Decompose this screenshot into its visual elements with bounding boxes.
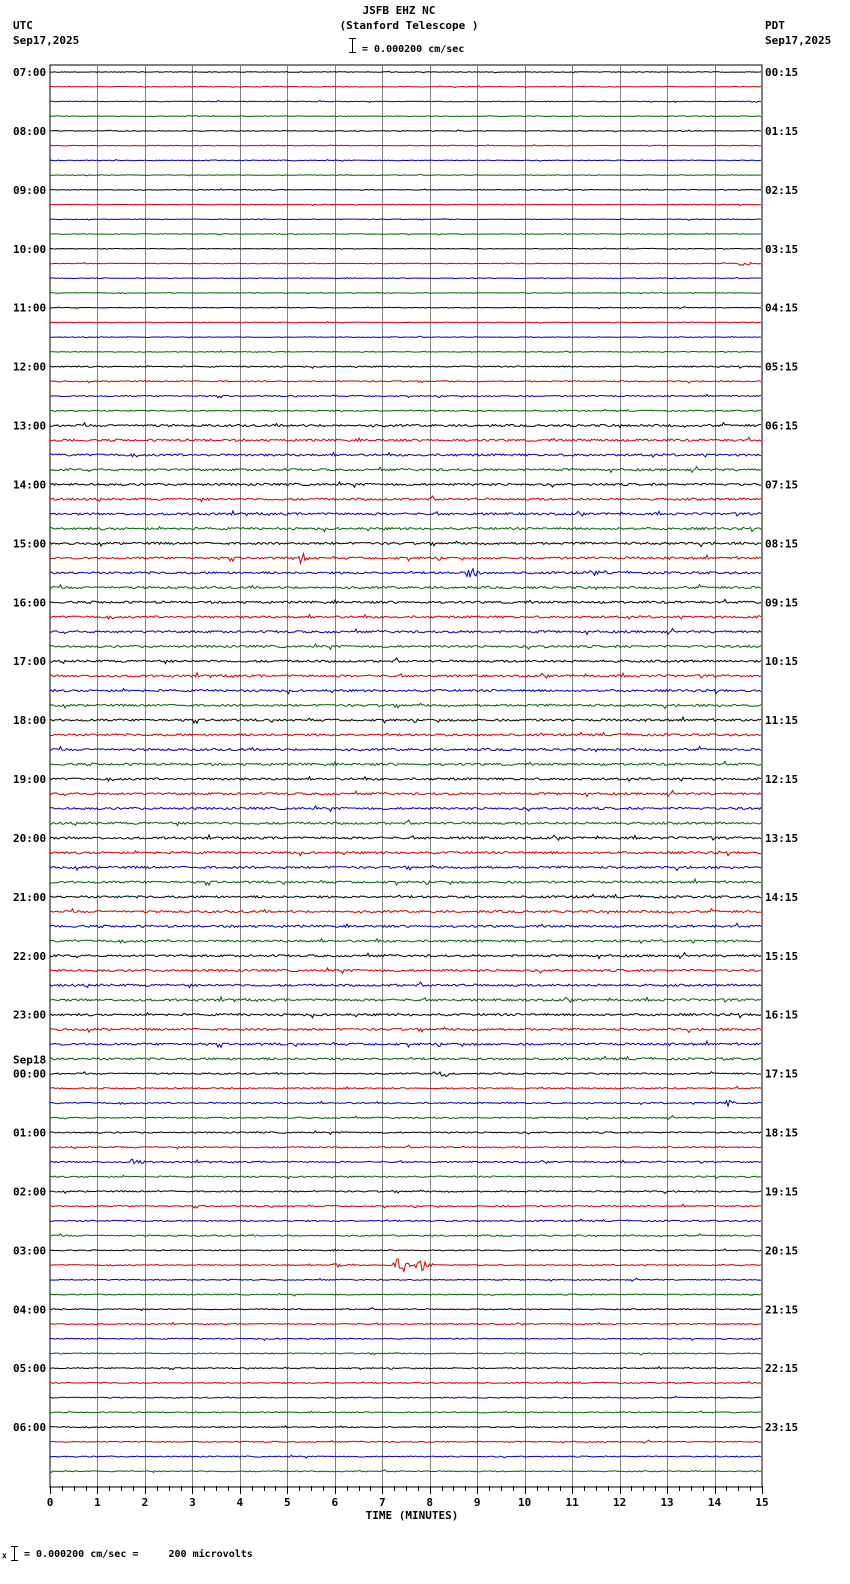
pdt-hour-label: 07:15 [765, 478, 799, 492]
pdt-hour-label: 13:15 [765, 831, 799, 845]
seismic-trace [50, 511, 761, 516]
pdt-hour-label: 19:15 [765, 1185, 799, 1199]
pdt-hour-label: 23:15 [765, 1421, 799, 1435]
seismic-trace [50, 879, 761, 885]
pdt-hour-label: 05:15 [765, 360, 799, 374]
seismic-trace [50, 894, 761, 898]
seismic-trace [50, 1440, 761, 1443]
seismic-trace [50, 86, 761, 88]
pdt-hour-label: 20:15 [765, 1244, 799, 1258]
seismic-trace [50, 366, 761, 369]
seismic-trace [50, 1382, 761, 1384]
pdt-hour-label: 16:15 [765, 1008, 799, 1022]
seismic-trace [50, 1352, 761, 1355]
utc-hour-label: 07:00 [13, 66, 47, 79]
seismic-trace [50, 1072, 761, 1077]
x-tick-label: 8 [426, 1496, 434, 1509]
pdt-hour-label: 10:15 [765, 655, 799, 669]
seismic-trace [50, 1056, 761, 1060]
utc-hour-label: 23:00 [13, 1008, 47, 1022]
pdt-hour-label: 02:15 [765, 183, 799, 197]
pdt-hour-label: 00:15 [765, 66, 799, 79]
pdt-hour-label: 22:15 [765, 1362, 799, 1376]
site-title: (Stanford Telescope ) [339, 19, 479, 32]
seismic-trace [50, 1338, 761, 1341]
seismic-trace [50, 629, 761, 635]
utc-hour-label: 02:00 [13, 1185, 47, 1199]
seismic-trace [50, 1470, 761, 1473]
seismic-trace [50, 997, 761, 1002]
seismic-trace [50, 1396, 761, 1398]
pdt-hour-label: 03:15 [765, 242, 799, 256]
pdt-hour-label: 11:15 [765, 714, 799, 728]
seismic-trace [50, 351, 761, 353]
seismic-trace [50, 658, 761, 664]
utc-hour-label: 03:00 [13, 1244, 47, 1258]
x-tick-label: 13 [660, 1496, 674, 1509]
seismic-trace [50, 1013, 761, 1018]
utc-hour-label: 05:00 [13, 1362, 47, 1376]
seismic-trace [50, 835, 761, 840]
seismic-trace [50, 322, 761, 324]
x-tick-label: 11 [565, 1496, 579, 1509]
seismic-trace [50, 1116, 761, 1120]
left-date: Sep17,2025 [13, 34, 80, 47]
seismic-trace [50, 851, 761, 856]
utc-hour-label: 06:00 [13, 1421, 47, 1435]
seismic-trace [50, 791, 761, 797]
seismic-trace [50, 115, 761, 116]
x-tick-label: 7 [378, 1496, 386, 1509]
seismic-trace [50, 717, 761, 723]
seismic-trace [50, 761, 761, 765]
x-tick-label: 3 [189, 1496, 196, 1509]
seismic-trace [50, 307, 761, 309]
x-tick-label: 2 [141, 1496, 149, 1509]
utc-hour-label: 16:00 [13, 596, 47, 610]
pdt-hour-label: 15:15 [765, 949, 799, 963]
seismic-trace [50, 189, 761, 191]
seismic-trace [50, 1259, 761, 1272]
utc-hour-label: 11:00 [13, 301, 47, 315]
utc-hour-label: 18:00 [13, 714, 47, 728]
pdt-hour-label: 04:15 [765, 301, 799, 315]
seismic-trace [50, 689, 761, 694]
seismic-trace [50, 1293, 761, 1296]
scale-text: = 0.000200 cm/sec [362, 44, 465, 55]
seismic-trace [50, 496, 761, 502]
utc-hour-label: 08:00 [13, 124, 47, 138]
pdt-hour-label: 06:15 [765, 419, 799, 433]
pdt-hour-label: 21:15 [765, 1303, 799, 1317]
utc-hour-label: 20:00 [13, 831, 47, 845]
scale-bar-icon [349, 38, 357, 53]
seismic-trace [50, 673, 761, 678]
seismic-trace [50, 292, 761, 293]
utc-hour-label: 22:00 [13, 949, 47, 963]
seismic-trace [50, 233, 761, 235]
seismic-trace [50, 71, 761, 73]
seismic-trace [50, 1204, 761, 1208]
footer-scale-text: = 0.000200 cm/sec = 200 microvolts [24, 1549, 253, 1560]
pdt-hour-label: 09:15 [765, 596, 799, 610]
x-tick-label: 14 [707, 1496, 722, 1509]
right-timezone: PDT [765, 19, 785, 32]
utc-hour-label: 13:00 [13, 419, 47, 433]
seismic-trace [50, 599, 761, 603]
pdt-hour-label: 12:15 [765, 773, 799, 786]
x-tick-label: 10 [518, 1496, 532, 1509]
left-timezone: UTC [13, 19, 33, 32]
seismic-trace [50, 1234, 761, 1237]
seismic-trace [50, 806, 761, 811]
seismic-trace [50, 262, 761, 265]
utc-hour-label: 19:00 [13, 773, 47, 786]
seismic-trace [50, 423, 761, 428]
seismic-trace [50, 615, 761, 619]
seismic-trace [50, 982, 761, 988]
seismic-trace [50, 204, 761, 206]
utc-hour-label: 17:00 [13, 655, 47, 669]
seismic-trace [50, 703, 761, 708]
seismic-trace [50, 1027, 761, 1032]
utc-hour-label: 01:00 [13, 1126, 47, 1140]
right-date: Sep17,2025 [765, 34, 832, 47]
utc-hour-label: 12:00 [13, 360, 47, 374]
seismic-trace [50, 277, 761, 278]
seismic-trace [50, 1278, 761, 1281]
seismic-trace [50, 777, 761, 782]
seismic-trace [50, 1322, 761, 1325]
seismic-trace [50, 732, 761, 736]
footer-scale-bar-icon [11, 1546, 19, 1561]
station-title: JSFB EHZ NC [362, 4, 436, 17]
seismic-trace [50, 541, 761, 546]
seismic-trace [50, 939, 761, 944]
seismic-trace [50, 1426, 761, 1428]
seismic-trace [50, 437, 761, 441]
utc-hour-label: 10:00 [13, 242, 47, 256]
pdt-hour-label: 14:15 [765, 890, 799, 904]
seismic-trace [50, 1190, 761, 1193]
x-tick-label: 12 [612, 1496, 627, 1509]
seismic-trace [50, 1159, 761, 1163]
seismic-trace [50, 145, 761, 146]
pdt-hour-label: 01:15 [765, 124, 799, 138]
seismic-trace [50, 1308, 761, 1311]
seismic-trace [50, 747, 761, 752]
pdt-hour-label: 17:15 [765, 1067, 799, 1081]
seismic-trace [50, 569, 761, 577]
x-tick-label: 15 [755, 1496, 769, 1509]
seismic-trace [50, 527, 761, 532]
utc-hour-label: 09:00 [13, 183, 47, 197]
seismic-trace [50, 101, 761, 103]
x-tick-label: 4 [236, 1496, 244, 1509]
seismic-trace [50, 1219, 761, 1221]
seismic-trace [50, 394, 761, 397]
x-tick-label: 1 [94, 1496, 101, 1509]
seismic-trace [50, 482, 761, 487]
seismic-trace [50, 923, 761, 927]
x-tick-label: 9 [473, 1496, 481, 1509]
pdt-hour-label: 18:15 [765, 1126, 799, 1140]
seismic-trace [50, 174, 761, 176]
seismic-trace [50, 1101, 761, 1107]
seismic-trace [50, 953, 761, 959]
seismic-trace [50, 1411, 761, 1413]
seismic-trace [50, 1176, 761, 1179]
seismic-trace [50, 219, 761, 221]
seismic-trace [50, 1041, 761, 1047]
seismic-trace [50, 554, 761, 564]
seismic-trace [50, 160, 761, 162]
seismic-trace [50, 130, 761, 132]
seismic-trace [50, 409, 761, 411]
seismic-trace [50, 1131, 761, 1134]
x-tick-label: 5 [284, 1496, 291, 1509]
seismic-trace [50, 968, 761, 973]
seismic-trace [50, 1145, 761, 1149]
x-tick-label: 0 [46, 1496, 54, 1509]
utc-hour-label: 04:00 [13, 1303, 47, 1317]
seismic-trace [50, 336, 761, 338]
seismic-trace [50, 644, 761, 649]
seismic-trace [50, 1367, 761, 1370]
seismic-trace [50, 380, 761, 383]
seismic-trace [50, 1455, 761, 1458]
seismic-trace [50, 467, 761, 473]
utc-hour-label: 21:00 [13, 890, 47, 904]
seismic-trace [50, 1249, 761, 1251]
seismic-trace [50, 1086, 761, 1089]
utc-date-label: Sep18 [13, 1053, 47, 1067]
utc-hour-label: 15:00 [13, 537, 47, 551]
utc-hour-label: 14:00 [13, 478, 47, 492]
x-tick-label: 6 [331, 1496, 339, 1509]
seismic-trace [50, 453, 761, 457]
pdt-hour-label: 08:15 [765, 537, 799, 551]
seismic-trace [50, 865, 761, 870]
seismic-trace [50, 909, 761, 914]
seismic-trace [50, 248, 761, 249]
utc-hour-label: 00:00 [13, 1067, 47, 1081]
seismic-trace [50, 820, 761, 826]
seismic-trace [50, 585, 761, 590]
x-axis-label: TIME (MINUTES) [365, 1509, 459, 1522]
footer-mark: x [2, 1551, 7, 1560]
